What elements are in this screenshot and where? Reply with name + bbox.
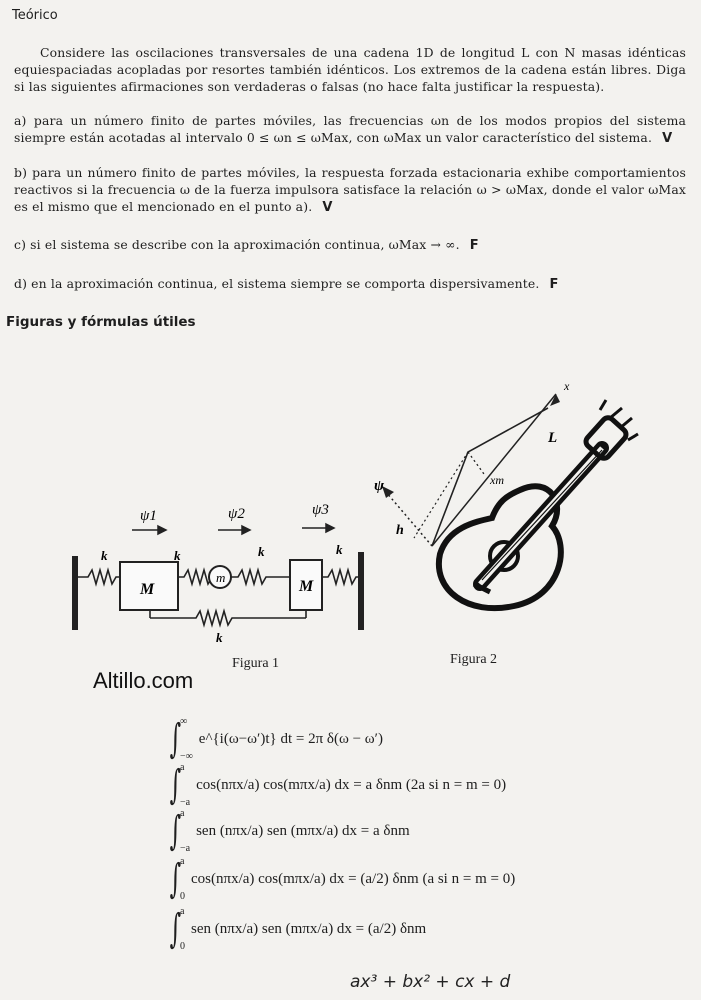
figures-title: Figuras y fórmulas útiles bbox=[6, 314, 196, 330]
item-c-mark: F bbox=[469, 238, 479, 253]
figure1-caption: Figura 1 bbox=[232, 656, 280, 671]
item-c bbox=[14, 236, 686, 254]
formula-3-body: sen (nπx/a) sen (mπx/a) dx = a δnm bbox=[196, 822, 410, 839]
item-a bbox=[14, 112, 686, 147]
item-b bbox=[14, 164, 686, 216]
formula-3 bbox=[166, 808, 410, 854]
psi-label: ψ bbox=[374, 478, 385, 494]
mass-left-label: M bbox=[140, 581, 155, 598]
formula-1 bbox=[166, 716, 383, 762]
item-d bbox=[14, 275, 686, 293]
altillo-watermark: Altillo.com bbox=[93, 668, 194, 693]
item-d-label: d) bbox=[14, 276, 28, 291]
formula-1-body: e^{i(ω−ω′)t} dt = 2π δ(ω − ω′) bbox=[198, 730, 383, 747]
x-label: x bbox=[564, 379, 570, 393]
item-c-label: c) bbox=[14, 237, 27, 252]
integral-sign: ∫ bbox=[169, 762, 182, 808]
item-b-text: para un número finito de partes móviles, la respuesta forzada estacionaria exhibe comportamientos reactivos si la frecuencia ω de la fuerza impulsora satisface la relación ω > ωMax, donde el valor ωMax es el mismo que el mencionado en el punto a). bbox=[14, 165, 687, 214]
mass-right-label: M bbox=[299, 578, 314, 595]
formula-5-lower: 0 bbox=[180, 941, 185, 952]
formula-5 bbox=[166, 906, 426, 952]
spring-label-3: k bbox=[258, 544, 265, 559]
formula-2-body: cos(nπx/a) cos(mπx/a) dx = a δnm (2a si n = m = 0) bbox=[196, 776, 507, 793]
formula-4 bbox=[166, 856, 515, 902]
psi-label-2: ψ2 bbox=[228, 506, 245, 522]
formula-4-lower: 0 bbox=[180, 891, 185, 902]
integral-sign: ∫ bbox=[169, 716, 182, 762]
figure2-caption: Figura 2 bbox=[450, 652, 498, 667]
formula-5-body: sen (nπx/a) sen (mπx/a) dx = (a/2) δnm bbox=[191, 920, 427, 937]
spring-label-5: k bbox=[216, 630, 223, 645]
item-a-mark: V bbox=[662, 131, 673, 146]
item-c-text: si el sistema se describe con la aproximación continua, ωMax → ∞. bbox=[30, 237, 460, 252]
xm-label: xm bbox=[490, 473, 504, 487]
formula-4-upper: a bbox=[180, 856, 185, 867]
h-label: h bbox=[396, 523, 404, 538]
formula-2-lower: −a bbox=[180, 797, 191, 808]
item-a-text: para un número finito de partes móviles, las frecuencias ωn de los modos propios del sistema siempre están acotadas al intervalo 0 ≤ ωn ≤ ωMax, con ωMax un valor característico del sistema. bbox=[14, 113, 687, 145]
formula-2 bbox=[166, 762, 506, 808]
right-wall bbox=[358, 552, 364, 630]
formula-3-lower: −a bbox=[180, 843, 191, 854]
integral-sign: ∫ bbox=[169, 856, 182, 902]
formula-1-upper: ∞ bbox=[180, 716, 188, 727]
spring-4 bbox=[322, 570, 358, 584]
spring-label-2: k bbox=[174, 548, 181, 563]
spring-label-1: k bbox=[101, 548, 108, 563]
item-d-mark: F bbox=[549, 277, 559, 292]
section-title: Teórico bbox=[12, 8, 58, 23]
psi-label-1: ψ1 bbox=[140, 508, 157, 524]
formula-1-lower: −∞ bbox=[180, 751, 193, 762]
formula-3-upper: a bbox=[180, 808, 185, 819]
formula-2-upper: a bbox=[180, 762, 185, 773]
spring-5 bbox=[150, 611, 306, 625]
integral-sign: ∫ bbox=[169, 906, 182, 952]
mass-middle-label: m bbox=[216, 570, 226, 585]
formula-4-body: cos(nπx/a) cos(mπx/a) dx = (a/2) δnm (a si n = m = 0) bbox=[191, 870, 516, 887]
spring-label-4: k bbox=[336, 542, 343, 557]
figure1-diagram bbox=[66, 470, 376, 670]
item-a-label: a) bbox=[14, 113, 27, 128]
psi-label-3: ψ3 bbox=[312, 502, 329, 518]
formula-5-upper: a bbox=[180, 906, 185, 917]
spring-3 bbox=[230, 570, 290, 584]
item-b-mark: V bbox=[322, 200, 333, 215]
intro-paragraph: Considere las oscilaciones transversales de una cadena 1D de longitud L con N masas idénticas equiespaciadas acopladas por resortes también idénticos. Los extremos de la cadena están libres. Diga si las siguientes afirmaciones son verdaderas o falsas (no hace falta justificar la respuesta). bbox=[14, 45, 686, 94]
integral-sign: ∫ bbox=[169, 808, 182, 854]
item-d-text: en la aproximación continua, el sistema siempre se comporta dispersivamente. bbox=[31, 276, 540, 291]
figure2-diagram bbox=[370, 378, 650, 648]
handwritten-note: ax³ + bx² + cx + d bbox=[350, 972, 511, 992]
l-label: L bbox=[548, 430, 558, 446]
spring-1 bbox=[78, 570, 120, 584]
left-wall bbox=[72, 556, 78, 630]
item-b-label: b) bbox=[14, 165, 28, 180]
spring-2 bbox=[178, 570, 212, 584]
